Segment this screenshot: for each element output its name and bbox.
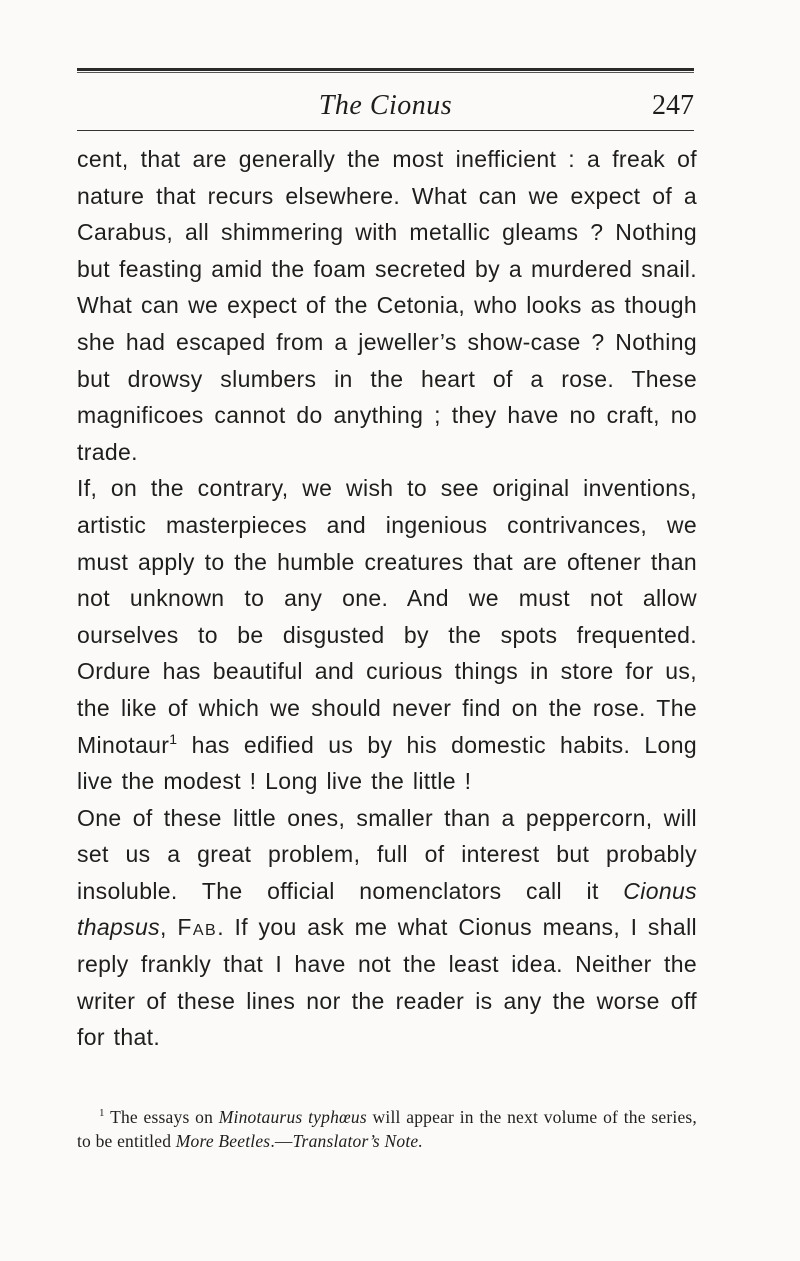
- footnote-reference: 1: [169, 730, 178, 747]
- top-rule-thin: [77, 72, 694, 73]
- paragraph-2-part-b: has edified us by his domestic habits. Long live the modest ! Long live the little !: [77, 731, 697, 795]
- body-text: [77, 141, 697, 1056]
- running-title: The Cionus: [318, 90, 453, 121]
- page-number: 247: [652, 90, 694, 121]
- paragraph-3-comma: ,: [160, 914, 178, 941]
- paragraph-2-part-a: If, on the contrary, we wish to see original inventions, artistic masterpieces and ingenious contrivances, we must apply to the humble creatures that are oftener than not unknown to any one. And we must not allow ourselves to be disgusted by the spots frequented. Ordure has beautiful and curious things in store for us, the like of which we should never find on the rose. The Minotaur: [77, 475, 697, 758]
- species-name: Cionus thapsus: [77, 877, 697, 941]
- head-rule: [77, 130, 694, 131]
- paragraph-3-part-a: One of these little ones, smaller than a peppercorn, will set us a great problem, full of interest but probably insoluble. The official nomenclators call it: [77, 804, 697, 904]
- footnote-text-a: The essays on: [104, 1107, 219, 1127]
- species-author: Fab: [177, 914, 218, 941]
- paragraph-1: cent, that are generally the most inefficient : a freak of nature that recurs elsewhere. What can we expect of a Carabus, all shimmering with metallic gleams ? Nothing but feasting amid the foam secreted by a murdered snail. What can we expect of the Cetonia, who looks as though she had escaped from a jeweller’s show-case ? Nothing but drowsy slumbers in the heart of a rose. These magnificoes cannot do anything ; they have no craft, no trade.: [77, 146, 697, 465]
- running-head: [77, 88, 694, 128]
- paragraph-2: [77, 470, 697, 799]
- footnote-book-title: More Beetles: [175, 1131, 271, 1151]
- footnote-species: Minotaurus typhœus: [218, 1107, 367, 1127]
- footnote-marker: 1: [99, 1107, 105, 1119]
- footnote-text-b: will appear in the next volume of the series, to be entitled: [77, 1107, 698, 1151]
- paragraph-3-part-b: . If you ask me what Cionus means, I shall reply frankly that I have not the least idea. Neither the writer of these lines nor the reader is any the worse off for that.: [77, 914, 697, 1051]
- paragraph-3: [77, 800, 697, 1056]
- footnote-text-c: .—: [270, 1131, 293, 1151]
- top-rule: [77, 68, 694, 71]
- footnote: [77, 1105, 697, 1153]
- footnote-translator-note: Translator’s Note.: [292, 1131, 423, 1151]
